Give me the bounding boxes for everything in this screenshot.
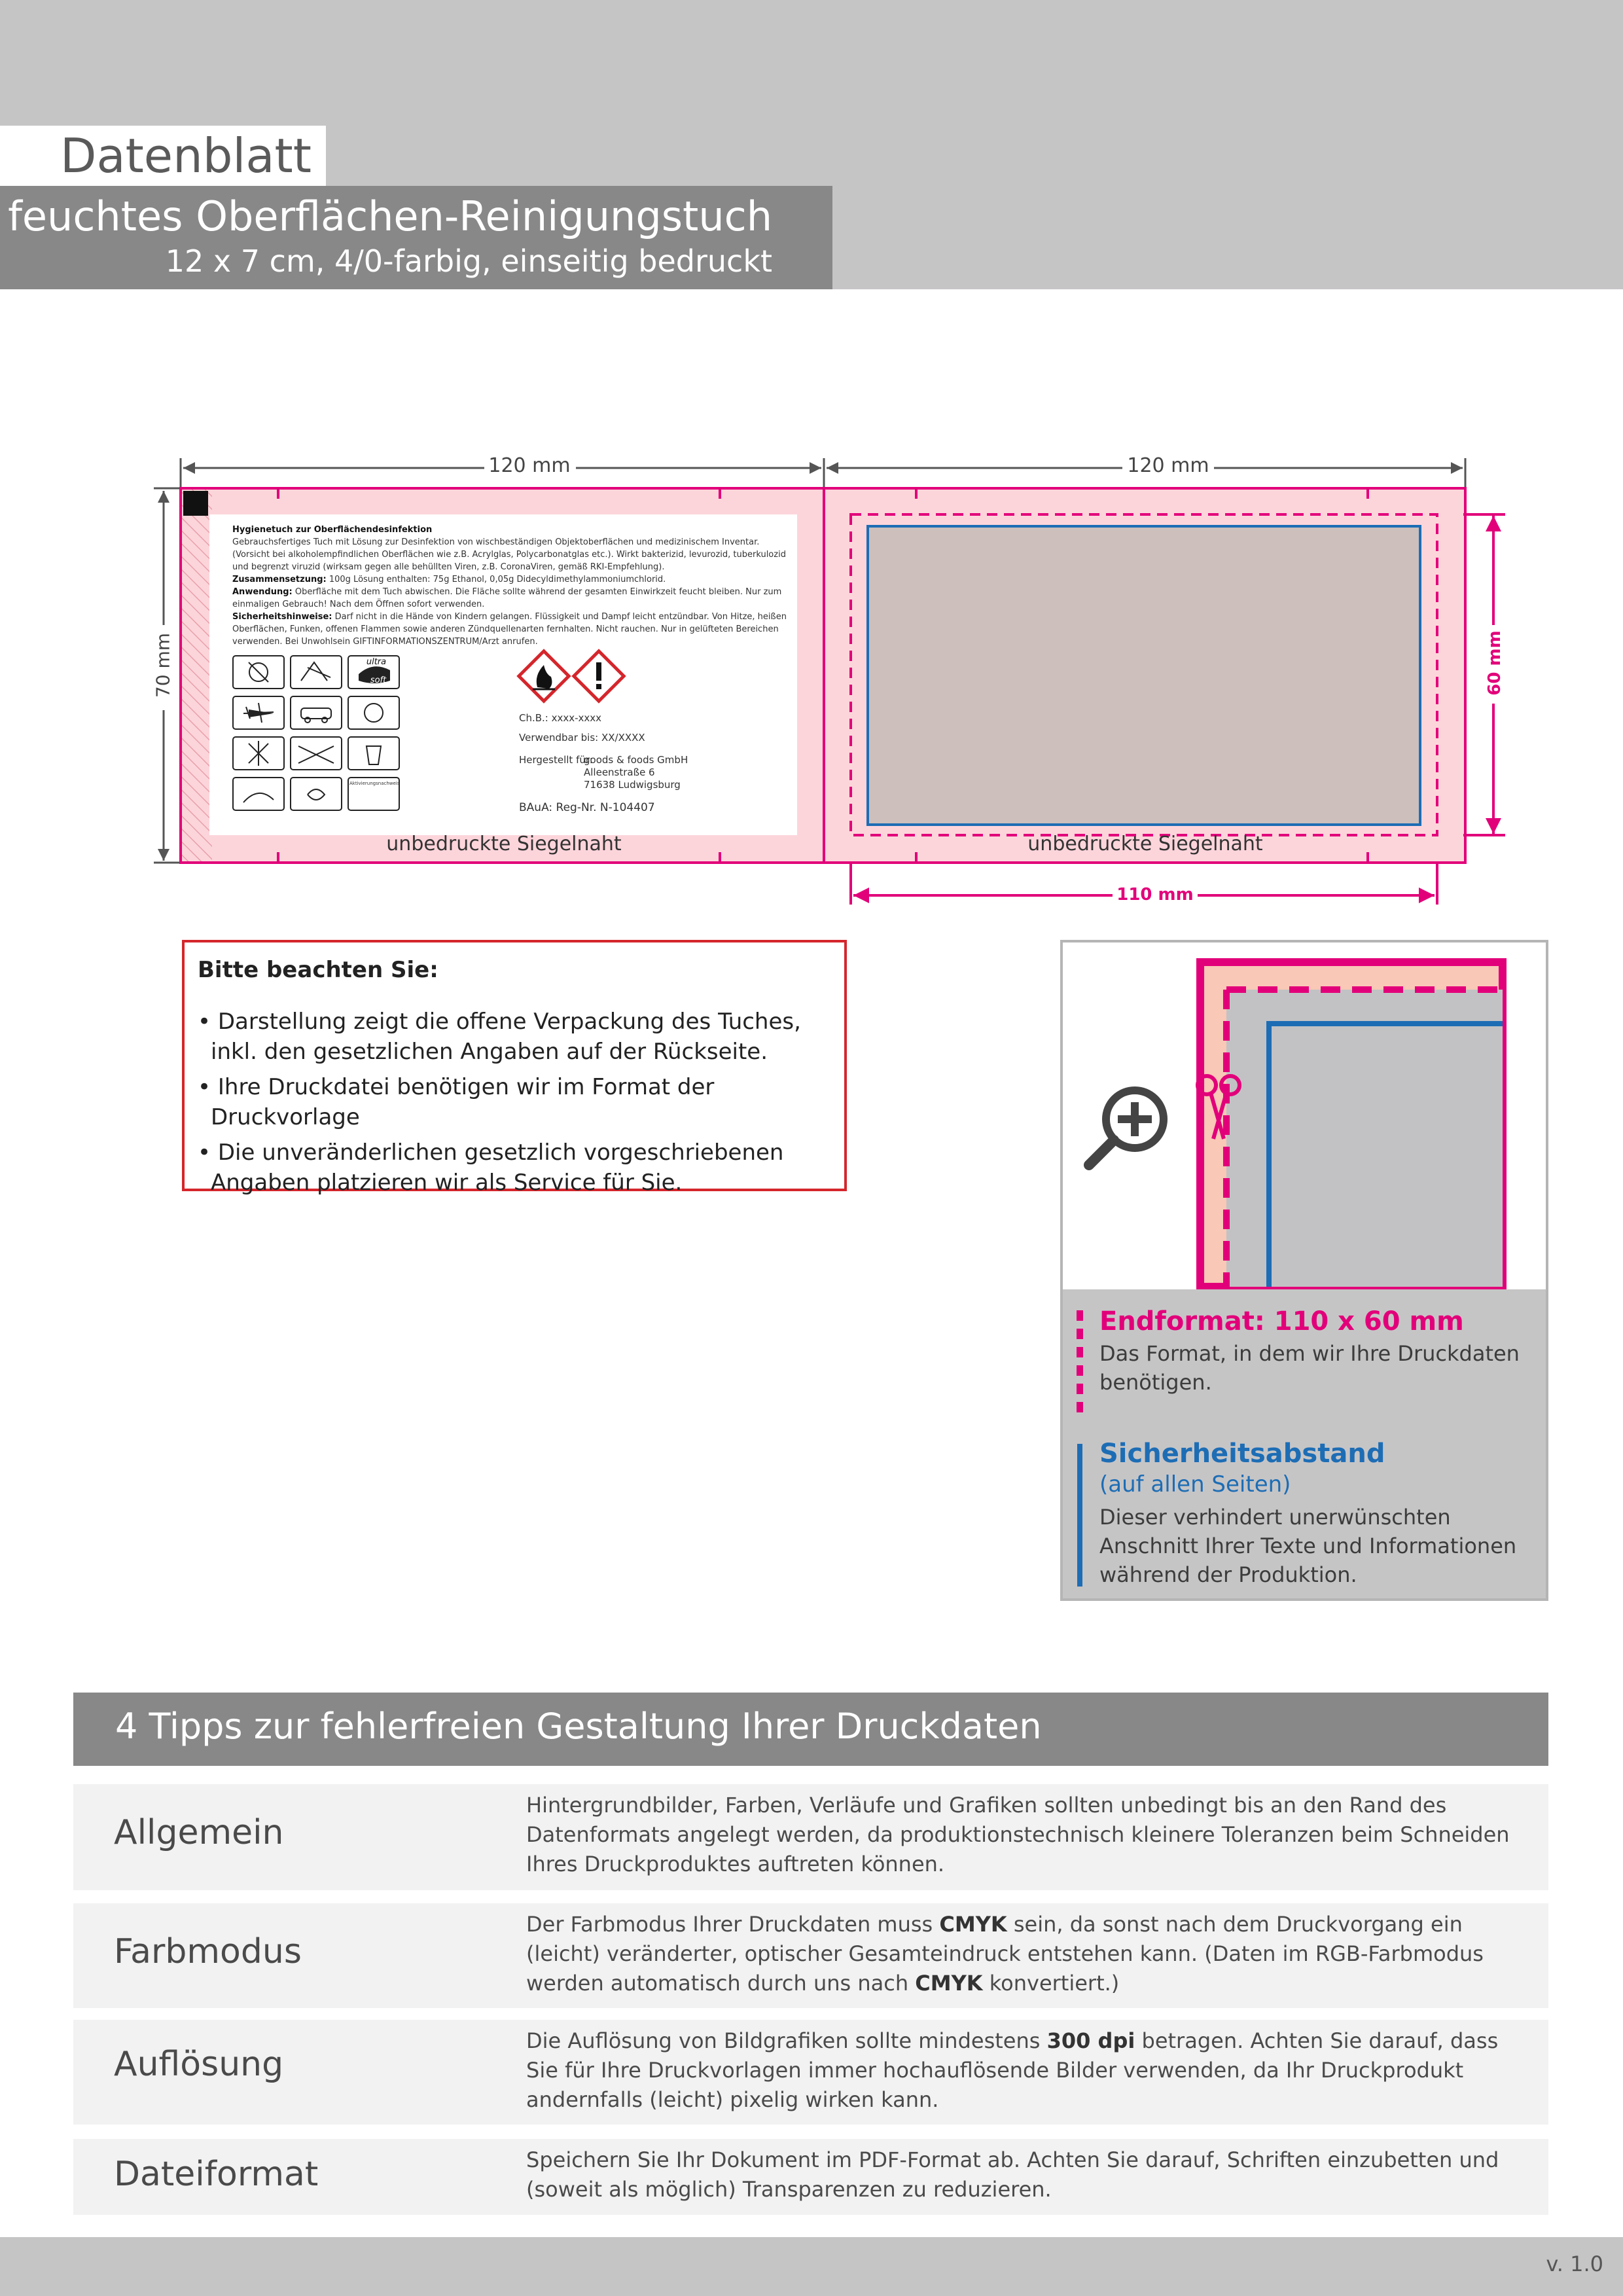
hatch-strip <box>181 488 212 863</box>
label-text-block <box>232 524 789 648</box>
label-usage-label: Anwendung: <box>232 587 293 597</box>
product-name: feuchtes Oberflächen-Reinigungstuch <box>8 192 772 240</box>
dim-label-right: 120 mm <box>1127 454 1209 477</box>
note-item: • Ihre Druckdatei benötigen wir im Format der Druckvorlage <box>198 1074 715 1130</box>
tip-label: Auflösung <box>114 2045 284 2084</box>
picto-recycle-icon <box>348 696 399 729</box>
tip-row-resolution <box>73 2020 1548 2125</box>
dim-label-inner-width: 110 mm <box>1116 885 1194 905</box>
label-batch: Ch.B.: xxxx-xxxx <box>519 712 602 724</box>
icon-ultra-text: ultra <box>366 657 387 667</box>
endformat-title: Endformat: 110 x 60 mm <box>1099 1306 1464 1336</box>
footer-band <box>0 2237 1623 2296</box>
label-usage: Oberfläche mit dem Tuch abwischen. Die Fläche sollte während der gesamten Einwirkzeit feucht bleiben. Nur zum einmaligen Gebrauch! Nach dem Öffnen sofort verwenden. <box>232 587 782 609</box>
dieline-drawing <box>0 0 1623 929</box>
label-composition-label: Zusammensetzung: <box>232 575 327 584</box>
note-box <box>182 940 847 1196</box>
picto-tools-icon <box>291 737 342 770</box>
tips-heading-bar <box>73 1693 1548 1766</box>
legend-illustration <box>1063 942 1546 1289</box>
dim-label-inner-height: 60 mm <box>1485 630 1505 696</box>
label-reg: BAuA: Reg-Nr. N-104407 <box>519 801 655 814</box>
tip-label: Allgemein <box>114 1813 284 1852</box>
safety-text: Dieser verhindert unerwünschten Anschnitt Ihrer Texte und Informationen während der Produktion. <box>1099 1505 1517 1587</box>
tip-label: Dateiformat <box>114 2155 319 2194</box>
picto-car-icon <box>291 696 342 729</box>
crop-mark-square <box>183 491 208 516</box>
safety-subtitle: (auf allen Seiten) <box>1099 1471 1291 1498</box>
tip-text: Hintergrundbilder, Farben, Verläufe und Grafiken sollten unbedingt bis an den Rand des Datenformats angelegt werden, da produktionstechnisch kleinere Toleranzen beim Schneiden Ihres Druckproduktes auftreten können. <box>526 1793 1510 1876</box>
tip-row-fileformat <box>73 2139 1548 2215</box>
note-item: • Die unveränderlichen gesetzlich vorgeschriebenen Angaben platzieren wir als Service für Sie. <box>198 1139 784 1196</box>
tip-row-general <box>73 1784 1548 1890</box>
label-maker-label: Hergestellt für: <box>519 754 593 766</box>
endformat-marker <box>1076 1310 1084 1420</box>
icon-small-text: Aktivierungsnachweis <box>349 781 400 786</box>
icon-soft-text: soft <box>370 675 387 685</box>
version-label: v. 1.0 <box>1546 2251 1603 2276</box>
label-safety-label: Sicherheitshinweise: <box>232 612 332 622</box>
safety-area <box>868 526 1420 825</box>
picto-2-icon <box>291 656 342 689</box>
safety-title: Sicherheitsabstand <box>1099 1439 1385 1469</box>
label-maker-city: 71638 Ludwigsburg <box>584 779 681 791</box>
seal-label-right: unbedruckte Siegelnaht <box>1027 833 1263 855</box>
tip-label: Farbmodus <box>114 1932 302 1971</box>
product-spec: 12 x 7 cm, 4/0-farbig, einseitig bedruckt <box>165 243 772 279</box>
label-heading: Hygienetuch zur Oberflächendesinfektion <box>232 525 433 535</box>
safety-marker <box>1077 1444 1082 1587</box>
endformat-text: Das Format, in dem wir Ihre Druckdaten benötigen. <box>1099 1341 1520 1395</box>
page-title: Datenblatt <box>60 128 312 183</box>
picto-swirl-icon <box>291 778 342 810</box>
dim-label-left: 120 mm <box>488 454 571 477</box>
dim-label-height: 70 mm <box>152 632 174 698</box>
label-expiry: Verwendbar bis: XX/XXXX <box>519 732 645 744</box>
note-title: Bitte beachten Sie: <box>198 957 438 983</box>
tip-text: Speichern Sie Ihr Dokument im PDF-Format ab. Achten Sie darauf, Schriften einzubetten und (soweit als möglich) Transparenzen zu reduzieren. <box>526 2147 1499 2202</box>
label-intro: Gebrauchsfertiges Tuch mit Lösung zur Desinfektion von wischbeständigen Objektoberflächen und medizinischem Inventar. (Vorsicht bei alkoholempfindlichen Oberflächen wie z.B. Acrylglas, Polycarbonatglas etc.). Wirkt bakterizid, levurozid, tuberkulozid und begrenzt viruzid (wirksam gegen alle behüllten Viren, z.B. CoronaViren, gemäß RKI-Empfehlung). <box>232 537 786 572</box>
note-item: • Darstellung zeigt die offene Verpackung des Tuches, inkl. den gesetzlichen Angaben auf der Rückseite. <box>198 1009 801 1065</box>
label-maker-street: Alleenstraße 6 <box>584 766 655 778</box>
seal-label-left: unbedruckte Siegelnaht <box>386 833 622 855</box>
tip-row-colormode <box>73 1903 1548 2008</box>
label-safety: Darf nicht in die Hände von Kindern gelangen. Flüssigkeit und Dampf leicht entzündbar. Von Hitze, heißen Oberflächen, Funken, offenen Flammen sowie anderen Zündquellenarten fernhalten. Nicht rauchen. Nur in gelüfteten Bereichen verwenden. Bei Unwohlsein GIFTINFORMATIONSZENTRUM/Arzt anrufen. <box>232 612 787 647</box>
legend-box <box>1060 940 1548 1601</box>
tip-text: Die Auflösung von Bildgrafiken sollte mindestens 300 dpi betragen. Achten Sie darauf, dass Sie für Ihre Druckvorlagen immer hochauflösende Bilder verwenden, da Ihr Druckprodukt andernfalls (leicht) pixelig wirken kann. <box>526 2028 1499 2112</box>
label-composition: 100g Lösung enthalten: 75g Ethanol, 0,05g Didecyldimethylammoniumchlorid. <box>329 575 666 584</box>
label-maker-name: goods & foods GmbH <box>584 754 688 766</box>
tip-text: Der Farbmodus Ihrer Druckdaten muss CMYK sein, da sonst nach dem Druckvorgang ein (leicht) veränderter, optischer Gesamteindruck entstehen kann. (Daten im RGB-Farbmodus werden automatisch durch uns nach CMYK konvertiert.) <box>526 1912 1484 1996</box>
tips-heading: 4 Tipps zur fehlerfreien Gestaltung Ihrer Druckdaten <box>115 1706 1042 1747</box>
zoom-icon <box>1089 1090 1164 1165</box>
